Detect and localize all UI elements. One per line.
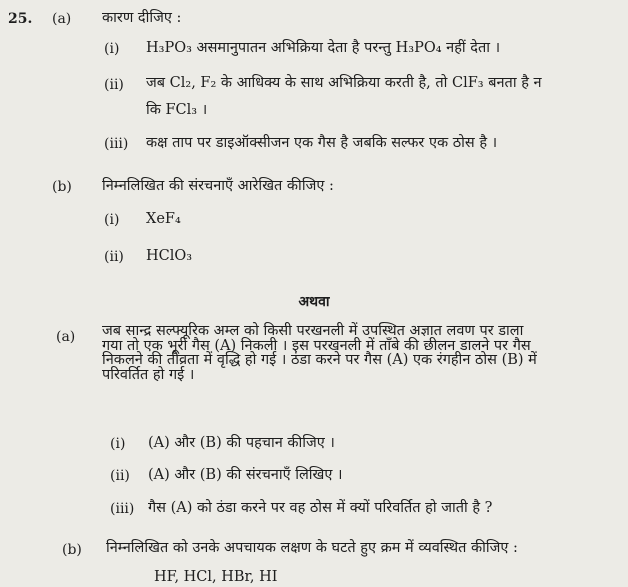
part-b-item-2-text: HClO₃ bbox=[146, 248, 193, 264]
alt-a-paragraph bbox=[102, 324, 617, 382]
part-a-item-2-line2: कि FCl₃ । bbox=[146, 102, 208, 118]
alt-b-compounds: HF, HCl, HBr, HI bbox=[154, 569, 278, 585]
alt-a-line-4: परिवर्तित हो गई । bbox=[102, 366, 195, 383]
alt-a-line-1: जब सान्द्र सल्फ्यूरिक अम्ल को किसी परखनली में उपस्थित अज्ञात लवण पर डाला bbox=[102, 323, 524, 339]
part-b-item-2-label: (ii) bbox=[104, 249, 124, 265]
part-a-item-3-text: कक्ष ताप पर डाइऑक्सीजन एक गैस है जबकि सल्फर एक ठोस है । bbox=[146, 135, 498, 151]
part-b-label: (b) bbox=[52, 179, 72, 195]
part-a-item-3-label: (iii) bbox=[104, 136, 129, 152]
alt-a-line-2: गया तो एक भूरी गैस (A) निकली । इस परखनली में ताँबे की छीलन डालने पर गैस bbox=[102, 337, 531, 354]
or-heading: अथवा bbox=[298, 294, 330, 310]
part-a-item-1-text: H₃PO₃ असमानुपातन अभिक्रिया देता है परन्तु H₃PO₄ नहीं देता । bbox=[146, 40, 501, 56]
alt-a-item-1-text: (A) और (B) की पहचान कीजिए । bbox=[148, 435, 335, 451]
alt-a-item-3-label: (iii) bbox=[110, 501, 135, 517]
alt-a-item-1-label: (i) bbox=[110, 436, 126, 452]
alt-a-label: (a) bbox=[56, 329, 76, 345]
part-b-item-1-label: (i) bbox=[104, 212, 120, 228]
part-b-item-1-text: XeF₄ bbox=[146, 211, 181, 227]
alt-a-item-2-text: (A) और (B) की संरचनाएँ लिखिए । bbox=[148, 467, 343, 483]
part-b-title: निम्नलिखित की संरचनाएँ आरेखित कीजिए : bbox=[102, 178, 334, 194]
alt-a-item-2-label: (ii) bbox=[110, 468, 130, 484]
part-a-item-2-line1: जब Cl₂, F₂ के आधिक्य के साथ अभिक्रिया करती है, तो ClF₃ बनता है न bbox=[146, 75, 542, 91]
alt-a-item-3-text: गैस (A) को ठंडा करने पर वह ठोस में क्यों परिवर्तित हो जाती है ? bbox=[148, 500, 493, 516]
alt-b-label: (b) bbox=[62, 542, 82, 558]
part-a-title: कारण दीजिए : bbox=[102, 10, 182, 26]
part-a-item-1-label: (i) bbox=[104, 41, 120, 57]
part-a-label: (a) bbox=[52, 11, 72, 27]
part-a-item-2-label: (ii) bbox=[104, 77, 124, 93]
alt-b-text: निम्नलिखित को उनके अपचायक लक्षण के घटते हुए क्रम में व्यवस्थित कीजिए : bbox=[106, 540, 518, 556]
question-number: 25. bbox=[8, 11, 33, 27]
alt-a-line-3: निकलने की तीव्रता में वृद्धि हो गई । ठंडा करने पर गैस (A) एक रंगहीन ठोस (B) में bbox=[102, 352, 537, 368]
